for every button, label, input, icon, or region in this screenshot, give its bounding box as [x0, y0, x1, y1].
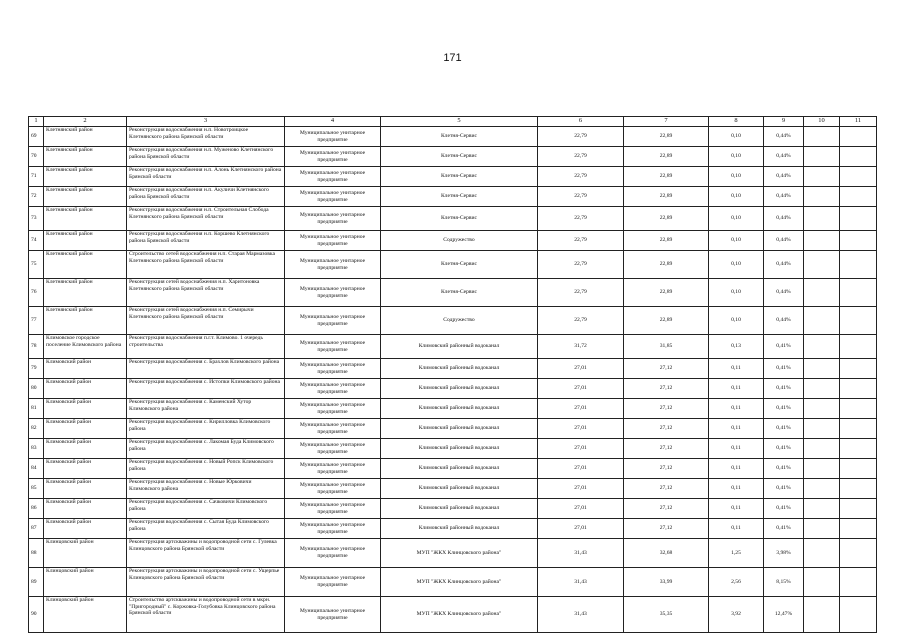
district-cell: Клетнянский район — [44, 279, 127, 307]
enterprise-cell: МУП "ЖКХ Клинцовского района" — [381, 568, 538, 597]
enterprise-cell: Климовский районный водоканал — [381, 379, 538, 399]
project-cell: Реконструкция водоснабжения с. Лакомая Буда Климовского района — [127, 439, 285, 459]
value-cell-8: 0,10 — [709, 167, 764, 187]
value-cell-6: 27,01 — [538, 459, 624, 479]
value-cell-6: 22,79 — [538, 307, 624, 335]
project-cell: Реконструкция артскважины и водопроводной сети с. Ущерпье Клинцовского района Брянской области — [127, 568, 285, 597]
value-cell-6: 27,01 — [538, 419, 624, 439]
ownership-cell: Муниципальное унитарное предприятие — [285, 568, 381, 597]
value-cell-6: 22,79 — [538, 167, 624, 187]
header-cell: 3 — [127, 117, 285, 127]
percent-cell: 0,41% — [764, 479, 804, 499]
value-cell-7: 27,12 — [624, 479, 709, 499]
value-cell-8: 0,11 — [709, 399, 764, 419]
value-cell-7: 22,89 — [624, 307, 709, 335]
table-row — [29, 597, 877, 633]
table-row — [29, 479, 877, 499]
value-cell-8: 0,11 — [709, 379, 764, 399]
value-cell-6: 31,43 — [538, 539, 624, 568]
value-cell-7: 22,89 — [624, 127, 709, 147]
enterprise-cell: Климовский районный водоканал — [381, 359, 538, 379]
header-row — [29, 117, 877, 127]
row-number: 79 — [29, 359, 44, 379]
value-cell-10 — [804, 539, 840, 568]
ownership-cell: Муниципальное унитарное предприятие — [285, 399, 381, 419]
table-row — [29, 307, 877, 335]
value-cell-11 — [840, 568, 877, 597]
table-row — [29, 251, 877, 279]
row-number: 83 — [29, 439, 44, 459]
value-cell-6: 22,79 — [538, 279, 624, 307]
value-cell-6: 27,01 — [538, 519, 624, 539]
project-cell: Реконструкция водоснабжения п.г.т. Климово. 1 очередь строительства — [127, 335, 285, 359]
header-cell: 11 — [840, 117, 877, 127]
project-cell: Строительство сетей водоснабжения н.п. Старая Мармазовка Клетнянского района Брянской области — [127, 251, 285, 279]
percent-cell: 0,44% — [764, 279, 804, 307]
enterprise-cell: МУП "ЖКХ Клинцовского района" — [381, 539, 538, 568]
value-cell-8: 0,11 — [709, 439, 764, 459]
header-cell: 8 — [709, 117, 764, 127]
enterprise-cell: Климовский районный водоканал — [381, 419, 538, 439]
enterprise-cell: Клетня-Сервис — [381, 147, 538, 167]
value-cell-11 — [840, 479, 877, 499]
value-cell-7: 31,85 — [624, 335, 709, 359]
percent-cell: 0,44% — [764, 251, 804, 279]
value-cell-8: 3,92 — [709, 597, 764, 633]
enterprise-cell: Климовский районный водоканал — [381, 335, 538, 359]
ownership-cell: Муниципальное унитарное предприятие — [285, 479, 381, 499]
header-cell: 10 — [804, 117, 840, 127]
district-cell: Климовский район — [44, 519, 127, 539]
value-cell-7: 22,89 — [624, 167, 709, 187]
value-cell-6: 31,72 — [538, 335, 624, 359]
value-cell-11 — [840, 127, 877, 147]
table-row — [29, 279, 877, 307]
row-number: 77 — [29, 307, 44, 335]
value-cell-10 — [804, 359, 840, 379]
value-cell-11 — [840, 231, 877, 251]
district-cell: Клинцовский район — [44, 539, 127, 568]
value-cell-11 — [840, 459, 877, 479]
value-cell-10 — [804, 335, 840, 359]
value-cell-10 — [804, 479, 840, 499]
value-cell-11 — [840, 379, 877, 399]
ownership-cell: Муниципальное унитарное предприятие — [285, 251, 381, 279]
percent-cell: 0,41% — [764, 359, 804, 379]
ownership-cell: Муниципальное унитарное предприятие — [285, 379, 381, 399]
district-cell: Климовский район — [44, 359, 127, 379]
header-cell: 1 — [29, 117, 44, 127]
table-row — [29, 127, 877, 147]
ownership-cell: Муниципальное унитарное предприятие — [285, 597, 381, 633]
value-cell-7: 22,89 — [624, 251, 709, 279]
header-cell: 5 — [381, 117, 538, 127]
value-cell-11 — [840, 439, 877, 459]
project-cell: Строительство артскважины и водопроводной сети в мкрн. "Пригородный" с. Коржовка-Голубовка Клинцовского района Брянской области — [127, 597, 285, 633]
enterprise-cell: Климовский районный водоканал — [381, 519, 538, 539]
row-number: 71 — [29, 167, 44, 187]
district-cell: Клетнянский район — [44, 207, 127, 231]
value-cell-7: 27,12 — [624, 499, 709, 519]
value-cell-8: 0,10 — [709, 251, 764, 279]
row-number: 86 — [29, 499, 44, 519]
enterprise-cell: Климовский районный водоканал — [381, 459, 538, 479]
value-cell-6: 22,79 — [538, 207, 624, 231]
value-cell-8: 2,56 — [709, 568, 764, 597]
percent-cell: 0,41% — [764, 419, 804, 439]
value-cell-10 — [804, 251, 840, 279]
row-number: 90 — [29, 597, 44, 633]
value-cell-6: 27,01 — [538, 499, 624, 519]
district-cell: Клетнянский район — [44, 167, 127, 187]
value-cell-7: 27,12 — [624, 399, 709, 419]
district-cell: Клинцовский район — [44, 568, 127, 597]
value-cell-10 — [804, 419, 840, 439]
project-cell: Реконструкция сетей водоснабжения н.п. Семирычи Клетнянского района Брянской области — [127, 307, 285, 335]
ownership-cell: Муниципальное унитарное предприятие — [285, 499, 381, 519]
district-cell: Клинцовский район — [44, 597, 127, 633]
enterprise-cell: Клетня-Сервис — [381, 187, 538, 207]
ownership-cell: Муниципальное унитарное предприятие — [285, 187, 381, 207]
value-cell-6: 27,01 — [538, 479, 624, 499]
percent-cell: 0,44% — [764, 147, 804, 167]
table-row — [29, 439, 877, 459]
value-cell-8: 0,10 — [709, 307, 764, 335]
value-cell-11 — [840, 399, 877, 419]
row-number: 87 — [29, 519, 44, 539]
row-number: 74 — [29, 231, 44, 251]
value-cell-11 — [840, 147, 877, 167]
enterprise-cell: Содружество — [381, 231, 538, 251]
value-cell-11 — [840, 539, 877, 568]
enterprise-cell: Клетня-Сервис — [381, 127, 538, 147]
table-row — [29, 499, 877, 519]
project-cell: Реконструкция водоснабжения н.п. Акуличи Клетнянского района Брянской области — [127, 187, 285, 207]
value-cell-6: 22,79 — [538, 231, 624, 251]
value-cell-7: 33,99 — [624, 568, 709, 597]
value-cell-7: 22,89 — [624, 147, 709, 167]
ownership-cell: Муниципальное унитарное предприятие — [285, 335, 381, 359]
district-cell: Климовский район — [44, 499, 127, 519]
value-cell-11 — [840, 335, 877, 359]
ownership-cell: Муниципальное унитарное предприятие — [285, 519, 381, 539]
enterprise-cell: МУП "ЖКХ Клинцовского района" — [381, 597, 538, 633]
enterprise-cell: Содружество — [381, 307, 538, 335]
value-cell-8: 0,13 — [709, 335, 764, 359]
value-cell-11 — [840, 251, 877, 279]
district-cell: Клетнянский район — [44, 187, 127, 207]
percent-cell: 0,44% — [764, 167, 804, 187]
value-cell-10 — [804, 399, 840, 419]
value-cell-7: 27,12 — [624, 439, 709, 459]
row-number: 70 — [29, 147, 44, 167]
value-cell-6: 27,01 — [538, 359, 624, 379]
project-cell: Реконструкция артскважины и водопроводной сети с. Гулевка Клинцовского района Брянской области — [127, 539, 285, 568]
district-cell: Клетнянский район — [44, 251, 127, 279]
project-cell: Реконструкция водоснабжения с. Сытая Буда Климовского района — [127, 519, 285, 539]
project-cell: Реконструкция сетей водоснабжения н.п. Харитоновка Клетнянского района Брянской области — [127, 279, 285, 307]
district-cell: Клетнянский район — [44, 231, 127, 251]
enterprise-cell: Клетня-Сервис — [381, 167, 538, 187]
project-cell: Реконструкция водоснабжения с. Истопки Климовского района — [127, 379, 285, 399]
district-cell: Климовское городское поселение Климовского района — [44, 335, 127, 359]
ownership-cell: Муниципальное унитарное предприятие — [285, 207, 381, 231]
percent-cell: 0,41% — [764, 459, 804, 479]
value-cell-8: 0,10 — [709, 207, 764, 231]
ownership-cell: Муниципальное унитарное предприятие — [285, 419, 381, 439]
table-row — [29, 419, 877, 439]
value-cell-8: 0,10 — [709, 147, 764, 167]
value-cell-11 — [840, 499, 877, 519]
value-cell-11 — [840, 279, 877, 307]
district-cell: Климовский район — [44, 459, 127, 479]
value-cell-7: 22,89 — [624, 207, 709, 231]
tariff-table — [28, 116, 877, 633]
enterprise-cell: Климовский районный водоканал — [381, 439, 538, 459]
project-cell: Реконструкция водоснабжения с. Новые Юрковичи Климовского района — [127, 479, 285, 499]
project-cell: Реконструкция водоснабжения н.п. Муженово Клетнянского района Брянской области — [127, 147, 285, 167]
row-number: 89 — [29, 568, 44, 597]
table-row — [29, 519, 877, 539]
header-cell: 6 — [538, 117, 624, 127]
row-number: 80 — [29, 379, 44, 399]
table-row — [29, 459, 877, 479]
district-cell: Климовский район — [44, 419, 127, 439]
value-cell-7: 27,12 — [624, 519, 709, 539]
project-cell: Реконструкция водоснабжения с. Новый Ропск Климовского района — [127, 459, 285, 479]
percent-cell: 0,44% — [764, 207, 804, 231]
row-number: 78 — [29, 335, 44, 359]
ownership-cell: Муниципальное унитарное предприятие — [285, 359, 381, 379]
table-row — [29, 207, 877, 231]
value-cell-11 — [840, 307, 877, 335]
project-cell: Реконструкция водоснабжения н.п. Коршево Клетнянского района Брянской области — [127, 231, 285, 251]
percent-cell: 12,47% — [764, 597, 804, 633]
row-number: 72 — [29, 187, 44, 207]
table-row — [29, 359, 877, 379]
value-cell-10 — [804, 147, 840, 167]
value-cell-6: 22,79 — [538, 127, 624, 147]
page-number: 171 — [443, 52, 462, 64]
project-cell: Реконструкция водоснабжения н.п. Строительная Слобода Клетнянского района Брянской области — [127, 207, 285, 231]
row-number: 76 — [29, 279, 44, 307]
value-cell-6: 22,79 — [538, 187, 624, 207]
value-cell-6: 27,01 — [538, 439, 624, 459]
value-cell-10 — [804, 519, 840, 539]
district-cell: Климовский район — [44, 439, 127, 459]
value-cell-8: 0,11 — [709, 499, 764, 519]
value-cell-10 — [804, 499, 840, 519]
table-body — [29, 127, 877, 633]
value-cell-8: 0,10 — [709, 231, 764, 251]
value-cell-6: 22,79 — [538, 147, 624, 167]
percent-cell: 0,41% — [764, 519, 804, 539]
ownership-cell: Муниципальное унитарное предприятие — [285, 127, 381, 147]
value-cell-7: 22,89 — [624, 231, 709, 251]
value-cell-10 — [804, 127, 840, 147]
enterprise-cell: Климовский районный водоканал — [381, 499, 538, 519]
enterprise-cell: Клетня-Сервис — [381, 279, 538, 307]
value-cell-8: 0,11 — [709, 419, 764, 439]
value-cell-10 — [804, 187, 840, 207]
project-cell: Реконструкция водоснабжения с. Каменский Хутор Климовского района — [127, 399, 285, 419]
table-row — [29, 568, 877, 597]
value-cell-10 — [804, 568, 840, 597]
value-cell-10 — [804, 459, 840, 479]
district-cell: Климовский район — [44, 379, 127, 399]
header-cell: 7 — [624, 117, 709, 127]
value-cell-10 — [804, 307, 840, 335]
value-cell-10 — [804, 439, 840, 459]
project-cell: Реконструкция водоснабжения н.п. Алонь Клетнянского района Брянской области — [127, 167, 285, 187]
ownership-cell: Муниципальное унитарное предприятие — [285, 459, 381, 479]
row-number: 73 — [29, 207, 44, 231]
value-cell-10 — [804, 207, 840, 231]
percent-cell: 0,44% — [764, 231, 804, 251]
value-cell-6: 27,01 — [538, 379, 624, 399]
project-cell: Реконструкция водоснабжения с. Кирилловка Климовского района — [127, 419, 285, 439]
row-number: 81 — [29, 399, 44, 419]
ownership-cell: Муниципальное унитарное предприятие — [285, 539, 381, 568]
table-row — [29, 379, 877, 399]
value-cell-7: 27,12 — [624, 459, 709, 479]
district-cell: Климовский район — [44, 479, 127, 499]
ownership-cell: Муниципальное унитарное предприятие — [285, 279, 381, 307]
table-row — [29, 167, 877, 187]
value-cell-10 — [804, 231, 840, 251]
enterprise-cell: Клетня-Сервис — [381, 207, 538, 231]
row-number: 75 — [29, 251, 44, 279]
value-cell-7: 27,12 — [624, 359, 709, 379]
district-cell: Клетнянский район — [44, 147, 127, 167]
value-cell-10 — [804, 279, 840, 307]
value-cell-11 — [840, 167, 877, 187]
table-row — [29, 187, 877, 207]
value-cell-7: 32,68 — [624, 539, 709, 568]
value-cell-11 — [840, 359, 877, 379]
value-cell-6: 22,79 — [538, 251, 624, 279]
table-row — [29, 335, 877, 359]
project-cell: Реконструкция водоснабжения с. Сачковичи Климовского района — [127, 499, 285, 519]
ownership-cell: Муниципальное унитарное предприятие — [285, 167, 381, 187]
table-row — [29, 147, 877, 167]
percent-cell: 0,44% — [764, 127, 804, 147]
percent-cell: 8,15% — [764, 568, 804, 597]
enterprise-cell: Климовский районный водоканал — [381, 479, 538, 499]
percent-cell: 3,98% — [764, 539, 804, 568]
value-cell-10 — [804, 167, 840, 187]
value-cell-8: 0,11 — [709, 479, 764, 499]
ownership-cell: Муниципальное унитарное предприятие — [285, 147, 381, 167]
district-cell: Климовский район — [44, 399, 127, 419]
table-row — [29, 539, 877, 568]
value-cell-8: 0,11 — [709, 519, 764, 539]
value-cell-11 — [840, 187, 877, 207]
value-cell-11 — [840, 207, 877, 231]
project-cell: Реконструкция водоснабжения с. Брахлов Климовского района — [127, 359, 285, 379]
project-cell: Реконструкция водоснабжения н.п. Новотроицкое Клетнянского района Брянской области — [127, 127, 285, 147]
ownership-cell: Муниципальное унитарное предприятие — [285, 231, 381, 251]
value-cell-11 — [840, 519, 877, 539]
ownership-cell: Муниципальное унитарное предприятие — [285, 439, 381, 459]
row-number: 82 — [29, 419, 44, 439]
value-cell-8: 0,10 — [709, 279, 764, 307]
value-cell-7: 35,35 — [624, 597, 709, 633]
value-cell-8: 0,10 — [709, 187, 764, 207]
table-row — [29, 399, 877, 419]
value-cell-11 — [840, 597, 877, 633]
row-number: 84 — [29, 459, 44, 479]
row-number: 69 — [29, 127, 44, 147]
percent-cell: 0,41% — [764, 499, 804, 519]
value-cell-11 — [840, 419, 877, 439]
table-row — [29, 231, 877, 251]
percent-cell: 0,41% — [764, 379, 804, 399]
percent-cell: 0,44% — [764, 187, 804, 207]
header-cell: 4 — [285, 117, 381, 127]
row-number: 88 — [29, 539, 44, 568]
enterprise-cell: Клетня-Сервис — [381, 251, 538, 279]
value-cell-8: 0,11 — [709, 359, 764, 379]
percent-cell: 0,41% — [764, 439, 804, 459]
value-cell-6: 31,43 — [538, 597, 624, 633]
value-cell-10 — [804, 379, 840, 399]
value-cell-8: 0,11 — [709, 459, 764, 479]
header-cell: 9 — [764, 117, 804, 127]
value-cell-7: 27,12 — [624, 419, 709, 439]
district-cell: Клетнянский район — [44, 307, 127, 335]
percent-cell: 0,44% — [764, 307, 804, 335]
value-cell-8: 0,10 — [709, 127, 764, 147]
value-cell-6: 31,43 — [538, 568, 624, 597]
percent-cell: 0,41% — [764, 399, 804, 419]
row-number: 85 — [29, 479, 44, 499]
value-cell-6: 27,01 — [538, 399, 624, 419]
district-cell: Клетнянский район — [44, 127, 127, 147]
enterprise-cell: Климовский районный водоканал — [381, 399, 538, 419]
header-cell: 2 — [44, 117, 127, 127]
ownership-cell: Муниципальное унитарное предприятие — [285, 307, 381, 335]
value-cell-7: 27,12 — [624, 379, 709, 399]
value-cell-8: 1,25 — [709, 539, 764, 568]
value-cell-10 — [804, 597, 840, 633]
percent-cell: 0,41% — [764, 335, 804, 359]
value-cell-7: 22,89 — [624, 279, 709, 307]
value-cell-7: 22,89 — [624, 187, 709, 207]
